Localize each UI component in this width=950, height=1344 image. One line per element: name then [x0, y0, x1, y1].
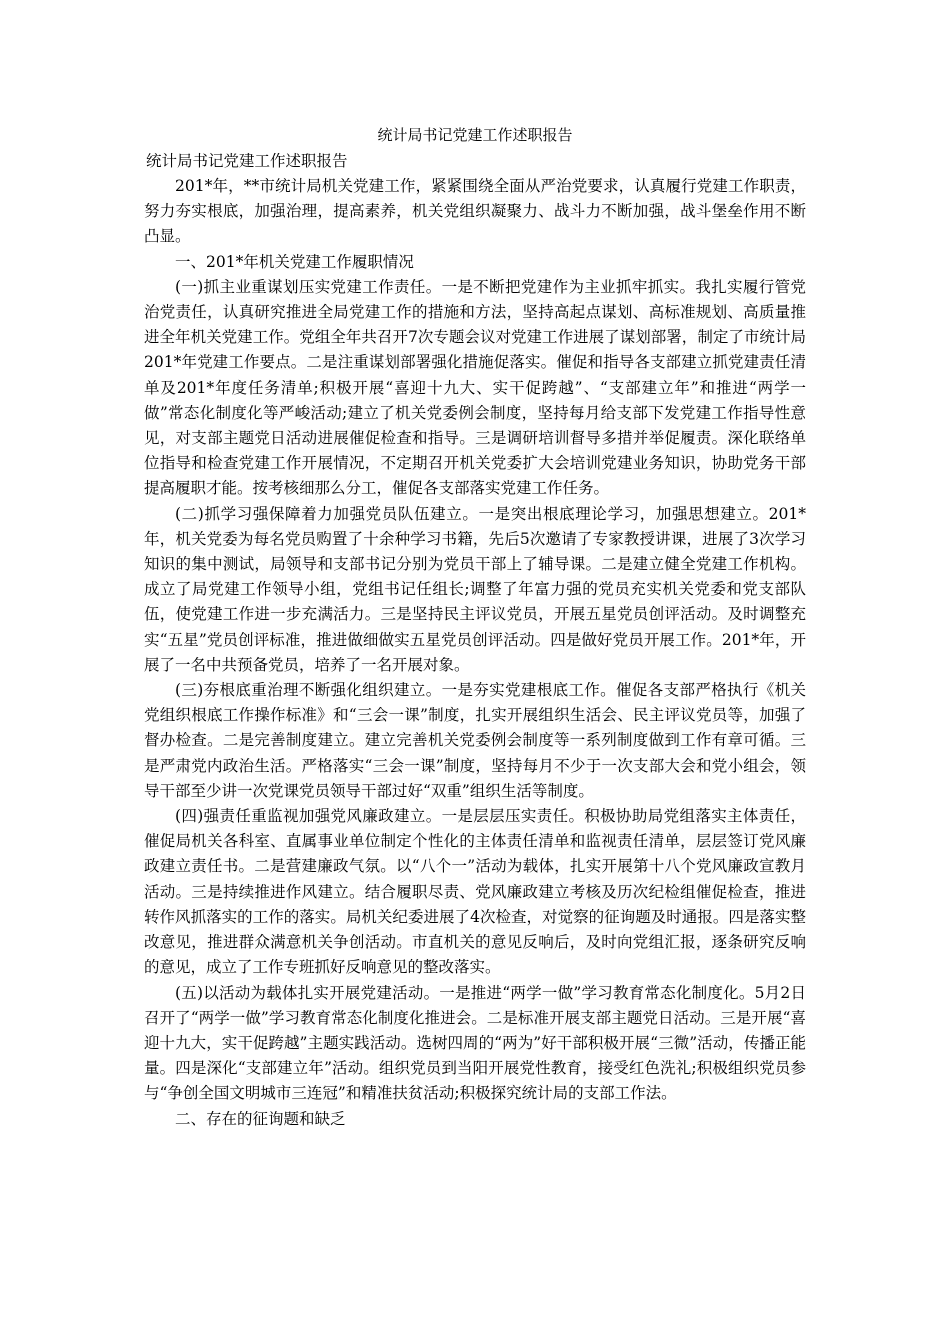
paragraph-item-4: (四)强责任重监视加强党风廉政建立。一是层层压实责任。积极协助局党组落实主体责任，催促局机关各科室、直属事业单位制定个性化的主体责任清单和监视责任清单，层层签订党风廉政建立责任书。二是营建廉政气氛。以“八个一”活动为载体，扎实开展第十八个党风廉政宣教月活动。三是持续推进作风建立。结合履职尽责、党风廉政建立考核及历次纪检组催促检查，推进转作风抓落实的工作的落实。局机关纪委进展了4次检查，对觉察的征询题及时通报。四是落实整改意见，推进群众满意机关争创活动。市直机关的意见反响后，及时向党组汇报，逐条研究反响的意见，成立了工作专班抓好反响意见的整改落实。 [144, 807, 806, 977]
document-subtitle: 统计局书记党建工作述职报告 [146, 152, 348, 170]
paragraph-item-5: (五)以活动为载体扎实开展党建活动。一是推进“两学一做”学习教育常态化制度化。5月2日召开了“两学一做”学习教育常态化制度化推进会。二是标准开展支部主题党日活动。三是开展“喜迎十九大，实干促跨越”主题实践活动。选树四周的“两为”好干部积极开展“三微”活动，传播正能量。四是深化“支部建立年”活动。组织党员到当阳开展党性教育，接受红色洗礼;积极组织党员参与“争创全国文明城市三连冠”和精准扶贫活动;积极探究统计局的支部工作法。 [144, 983, 806, 1103]
document-title: 统计局书记党建工作述职报告 [377, 126, 573, 144]
section-heading-2: 二、存在的征询题和缺乏 [175, 1109, 346, 1128]
paragraph-intro: 201*年，**市统计局机关党建工作，紧紧围绕全面从严治党要求，认真履行党建工作职责，努力夯实根底，加强治理，提高素养，机关党组织凝聚力、战斗力不断加强，战斗堡垒作用不断凸显。 [144, 177, 806, 246]
section-heading-1: 一、201*年机关党建工作履职情况 [175, 252, 414, 271]
document-page [144, 121, 806, 1132]
paragraph-item-3: (三)夯根底重治理不断强化组织建立。一是夯实党建根底工作。催促各支部严格执行《机关党组织根底工作操作标准》和“三会一课”制度，扎实开展组织生活会、民主评议党员等，加强了督办检查。二是完善制度建立。建立完善机关党委例会制度等一系列制度做到工作有章可循。三是严肃党内政治生活。严格落实“三会一课”制度，坚持每月不少于一次支部大会和党小组会，领导干部至少讲一次党课党员领导干部过好“双重”组织生活等制度。 [144, 681, 806, 800]
paragraph-item-1: (一)抓主业重谋划压实党建工作责任。一是不断把党建作为主业抓牢抓实。我扎实履行管党治党责任，认真研究推进全局党建工作的措施和方法，坚持高起点谋划、高标准规划、高质量推进全年机关党建工作。党组全年共召开7次专题会议对党建工作进展了谋划部署，制定了市统计局201*年党建工作要点。二是注重谋划部署强化措施促落实。催促和指导各支部建立抓党建责任清单及201*年度任务清单;积极开展“喜迎十九大、实干促跨越”、“支部建立年”和推进“两学一做”常态化制度化等严峻活动;建立了机关党委例会制度，坚持每月给支部下发党建工作指导性意见，对支部主题党日活动进展催促检查和指导。三是调研培训督导多措并举促履责。深化联络单位指导和检查党建工作开展情况，不定期召开机关党委扩大会培训党建业务知识，协助党务干部提高履职才能。按考核细那么分工，催促各支部落实党建工作任务。 [144, 277, 806, 498]
paragraph-item-2: (二)抓学习强保障着力加强党员队伍建立。一是突出根底理论学习，加强思想建立。201*年，机关党委为每名党员购置了十余种学习书籍，先后5次邀请了专家教授讲课，进展了3次学习知识的集中测试，局领导和支部书记分别为党员干部上了辅导课。二是建立健全党建工作机构。成立了局党建工作领导小组，党组书记任组长;调整了年富力强的党员充实机关党委和党支部队伍，使党建工作进一步充满活力。三是坚持民主评议党员，开展五星党员创评活动。及时调整充实“五星”党员创评标准，推进做细做实五星党员创评活动。四是做好党员开展工作。201*年，开展了一名中共预备党员，培养了一名开展对象。 [144, 504, 806, 674]
